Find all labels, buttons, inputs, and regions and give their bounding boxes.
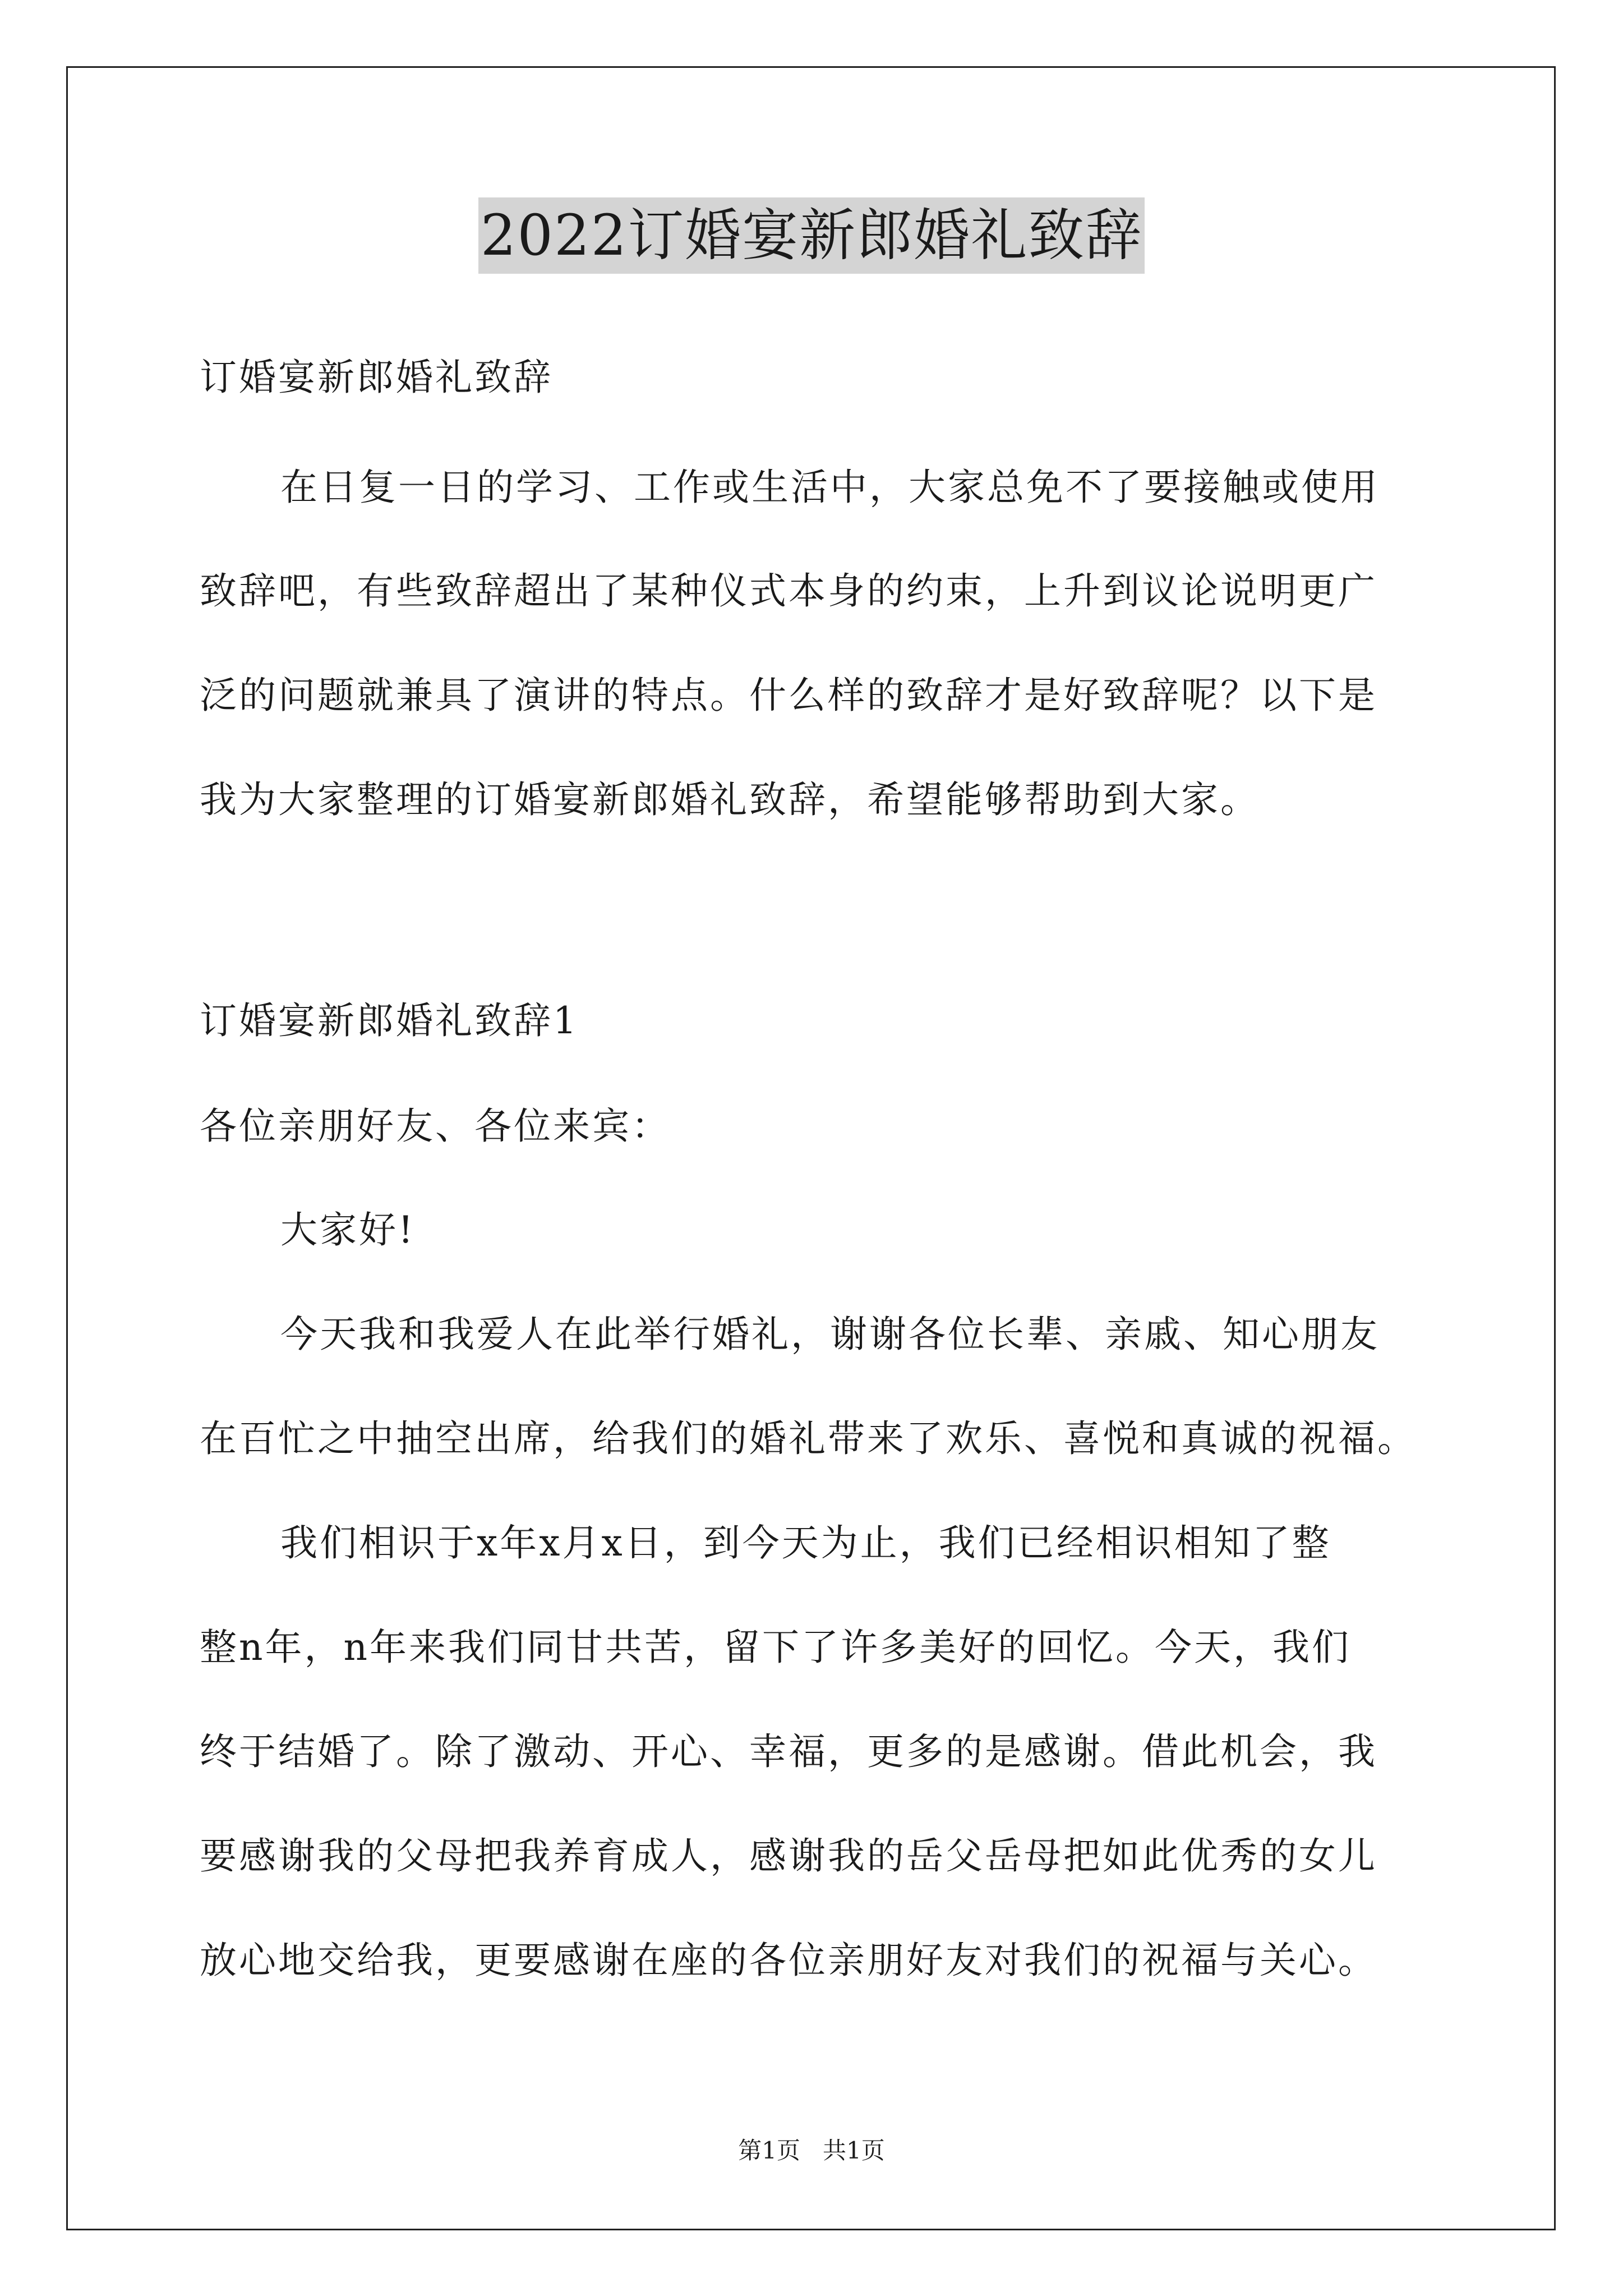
title-container [0, 197, 1623, 274]
paragraph-line: 整n年，n年来我们同甘共苦，留下了许多美好的回忆。今天，我们 [200, 1626, 1352, 1669]
intro-line-4: 我为大家整理的订婚宴新郎婚礼致辞，希望能够帮助到大家。 [200, 778, 1260, 821]
document-title: 2022订婚宴新郎婚礼致辞 [478, 197, 1145, 274]
paragraph-line: 放心地交给我，更要感谢在座的各位亲朋好友对我们的祝福与关心。 [200, 1939, 1377, 1982]
intro-line-2: 致辞吧，有些致辞超出了某种仪式本身的约束，上升到议论说明更广 [200, 569, 1377, 613]
document-subtitle: 订婚宴新郎婚礼致辞 [200, 356, 553, 399]
intro-line-1: 在日复一日的学习、工作或生活中，大家总免不了要接触或使用 [280, 466, 1380, 509]
section-heading: 订婚宴新郎婚礼致辞1 [200, 999, 579, 1042]
paragraph-line: 我们相识于x年x月x日，到今天为止，我们已经相识相知了整 [280, 1521, 1331, 1565]
paragraph-line: 今天我和我爱人在此举行婚礼，谢谢各位长辈、亲戚、知心朋友 [280, 1313, 1380, 1356]
salutation: 各位亲朋好友、各位来宾： [200, 1105, 671, 1148]
page-footer: 第1页 共1页 [738, 2137, 885, 2164]
paragraph-line: 要感谢我的父母把我养育成人，感谢我的岳父岳母把如此优秀的女儿 [200, 1834, 1377, 1878]
paragraph-line: 在百忙之中抽空出席，给我们的婚礼带来了欢乐、喜悦和真诚的祝福。 [200, 1417, 1417, 1460]
greeting: 大家好! [280, 1208, 416, 1251]
paragraph-line: 终于结婚了。除了激动、开心、幸福，更多的是感谢。借此机会，我 [200, 1730, 1377, 1773]
intro-line-3: 泛的问题就兼具了演讲的特点。什么样的致辞才是好致辞呢？以下是 [200, 674, 1377, 717]
